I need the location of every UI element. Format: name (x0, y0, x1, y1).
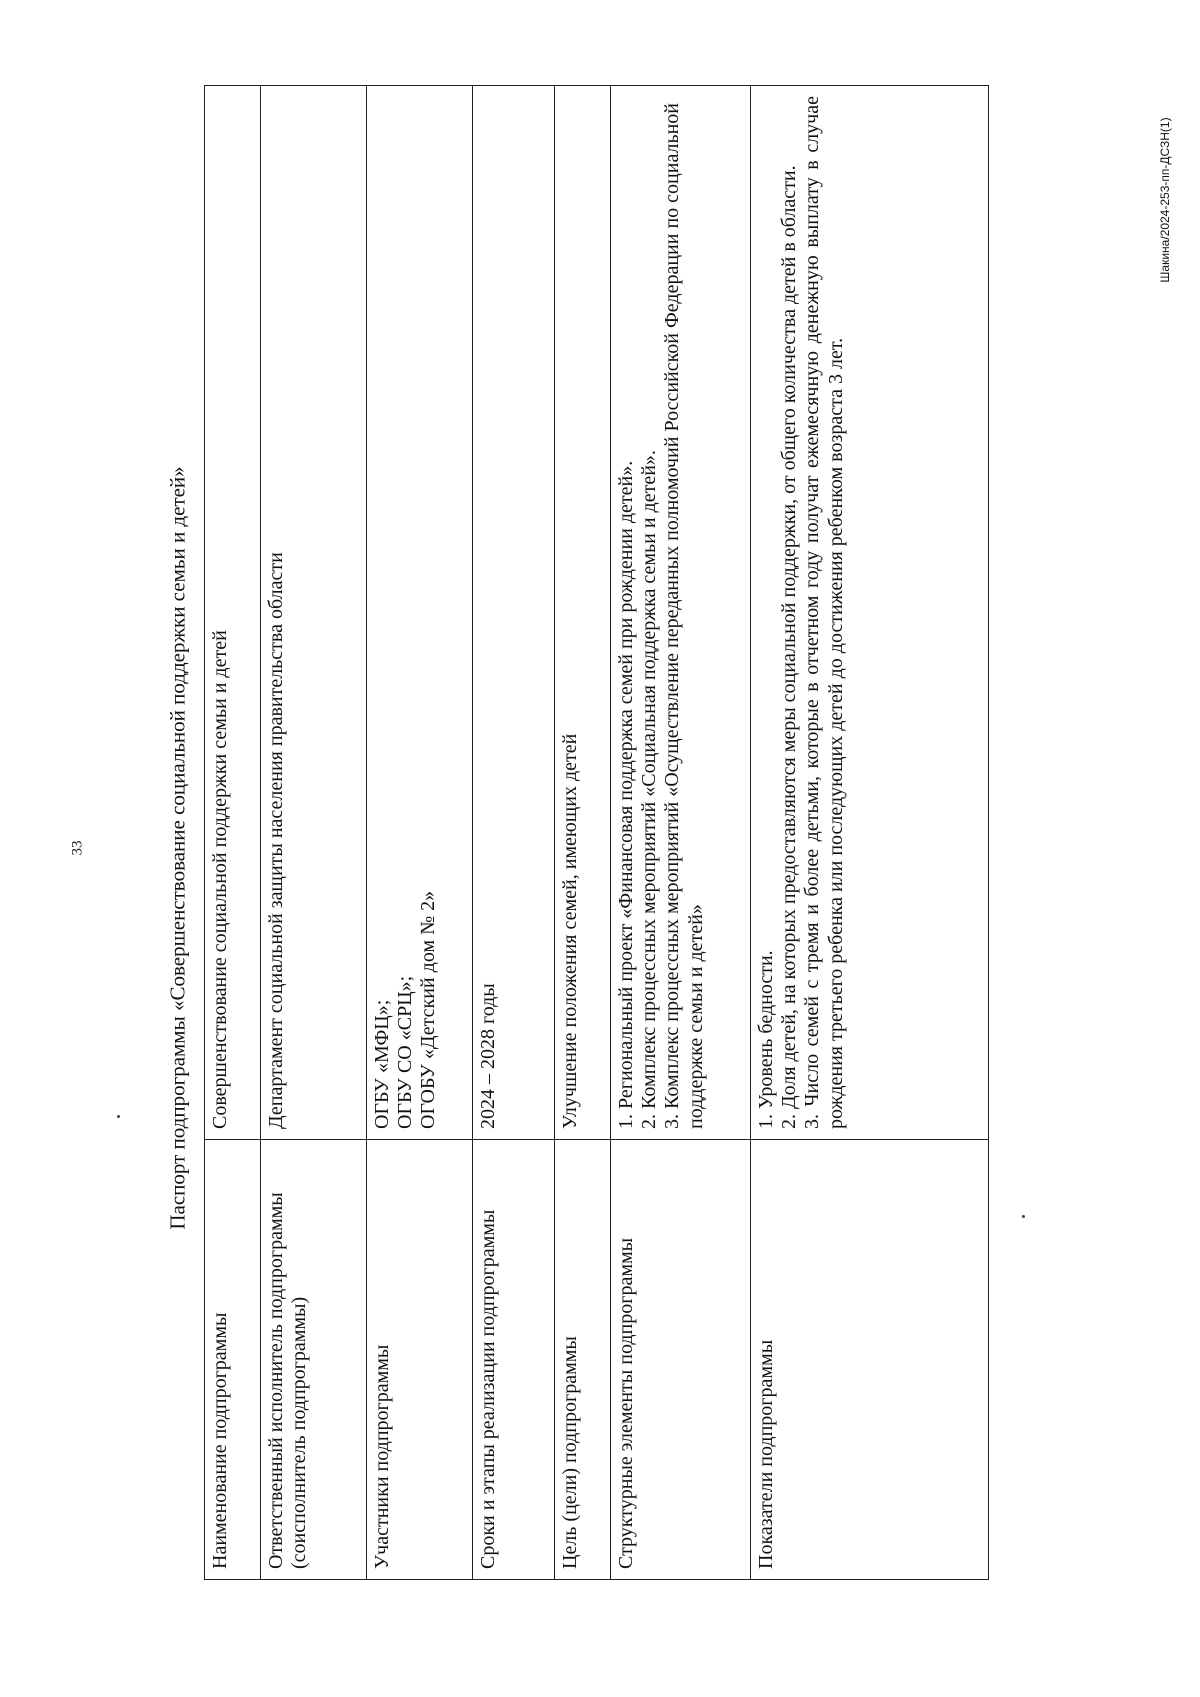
value-line: 2024 – 2028 годы (477, 983, 499, 1129)
table-row (555, 86, 611, 1580)
row-label: Участники подпрограммы (367, 1140, 473, 1580)
passport-table-container (204, 86, 988, 1580)
scan-speck (117, 1115, 120, 1118)
row-value (261, 86, 367, 1140)
value-line: Департамент социальной защиты населения правительства области (265, 552, 287, 1129)
row-value (473, 86, 555, 1140)
value-line: Совершенствование социальной поддержки семьи и детей (209, 630, 231, 1129)
value-line: 1. Уровень бедности. (755, 950, 777, 1129)
document-code: Шакина/2024-253-пп-ДСЗН(1) (1158, 117, 1172, 283)
table-row (367, 86, 473, 1580)
document-title: Паспорт подпрограммы «Совершенствование социальной поддержки семьи и детей» (165, 466, 190, 1230)
value-line: ОГБУ «МФЦ»; (371, 999, 393, 1129)
value-line: ОГОБУ «Детский дом № 2» (417, 890, 440, 1129)
table-row (205, 86, 261, 1580)
row-label: Показатели подпрограммы (751, 1140, 989, 1580)
row-value (751, 86, 989, 1140)
value-line: 3. Число семей с тремя и более детьми, которые в отчетном году получат ежемесячную денежную выплату в случае рождения третьего ребенка или последующих детей до достижения ребенком возраста 3 лет. (801, 96, 847, 1129)
row-value (367, 86, 473, 1140)
value-line: 2. Доля детей, на которых предоставляются меры социальной поддержки, от общего количества детей в области. (778, 165, 801, 1129)
value-line: 3. Комплекс процессных мероприятий «Осуществление переданных полномочий Российской Федерации по социальной поддержке семьи и детей» (661, 102, 707, 1129)
value-line: 2. Комплекс процессных мероприятий «Социальная поддержка семьи и детей». (638, 450, 661, 1129)
table-row (261, 86, 367, 1580)
row-label: Наименование подпрограммы (205, 1140, 261, 1580)
table-row (473, 86, 555, 1580)
value-line: Улучшение положения семей, имеющих детей (559, 733, 581, 1129)
scan-speck (1022, 1215, 1025, 1218)
page-number: 33 (69, 840, 86, 856)
passport-table (204, 85, 989, 1580)
value-line: 1. Региональный проект «Финансовая поддержка семей при рождении детей». (615, 460, 637, 1129)
table-row (611, 86, 751, 1580)
row-label: Ответственный исполнитель подпрограммы (соисполнитель подпрограммы) (261, 1140, 367, 1580)
row-value (205, 86, 261, 1140)
value-line: ОГБУ СО «СРЦ»; (394, 975, 417, 1129)
row-label: Структурные элементы подпрограммы (611, 1140, 751, 1580)
row-value (611, 86, 751, 1140)
row-label: Сроки и этапы реализации подпрограммы (473, 1140, 555, 1580)
row-label: Цель (цели) подпрограммы (555, 1140, 611, 1580)
table-row (751, 86, 989, 1580)
row-value (555, 86, 611, 1140)
